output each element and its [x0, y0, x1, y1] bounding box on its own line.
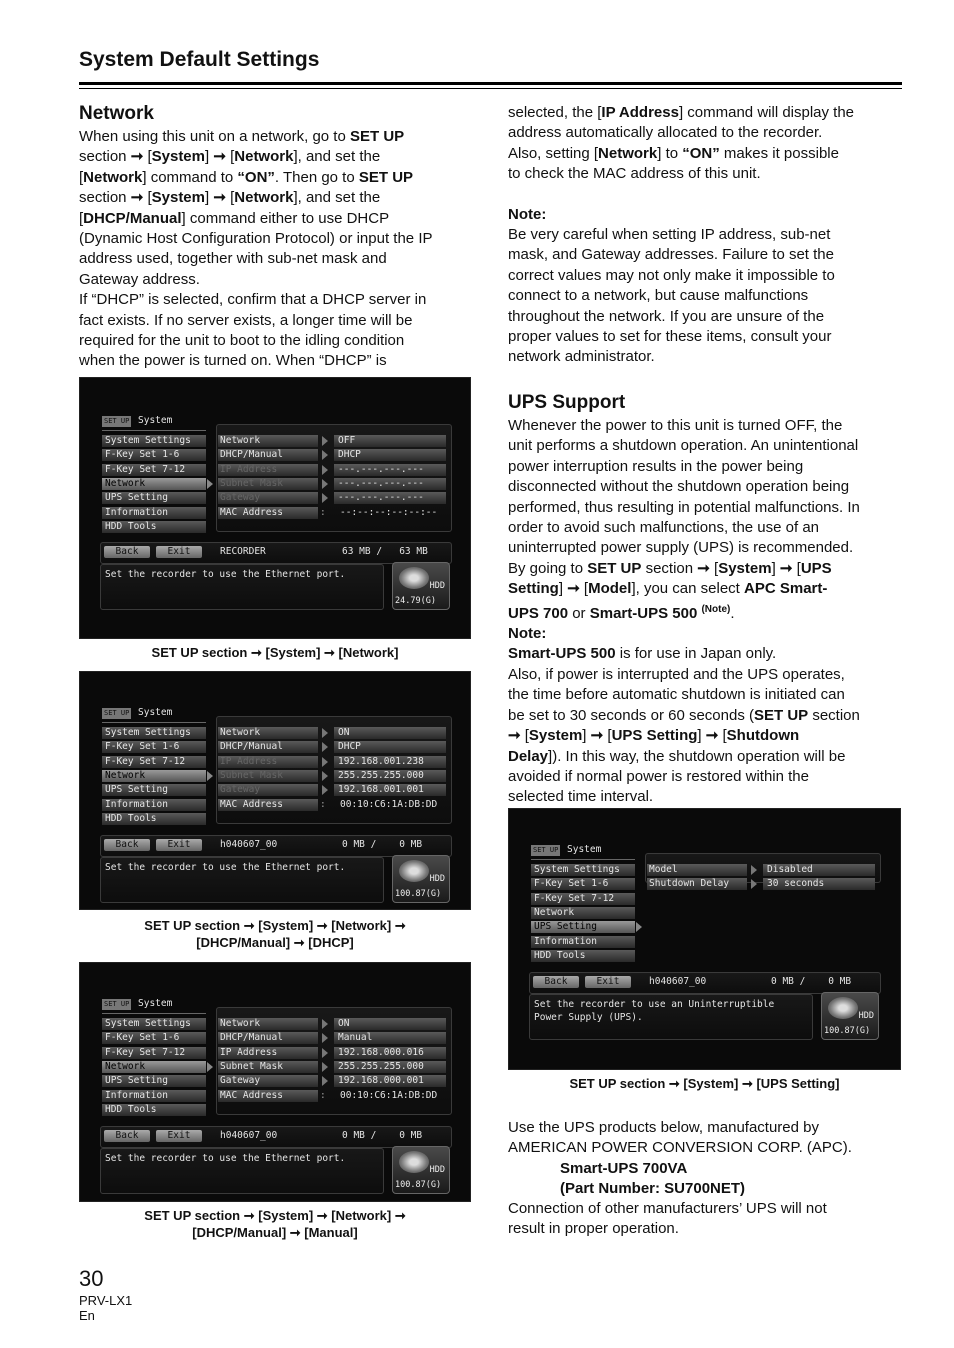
arrow-icon: ➞ — [213, 189, 226, 207]
caption-line: [DHCP/Manual] ➞ [Manual] — [192, 1225, 358, 1240]
value-arrow-icon — [322, 785, 328, 795]
setting-label: DHCP/Manual — [218, 741, 318, 753]
arrow-icon: ➞ — [130, 148, 144, 166]
setting-value: ---.---.---.--- — [334, 492, 446, 504]
caption-line: SET UP section ➞ [System] ➞ [Network] — [151, 645, 399, 660]
ups-line: Setting] ➞ [Model], you can select APC Smart- — [508, 580, 828, 598]
setup-badge: SET UP — [104, 709, 130, 717]
ups-line: UPS 700 or Smart-UPS 500 $^{(Note)}$. — [508, 603, 735, 622]
ups-line: Also, if power is interrupted and the UPS operates, — [508, 665, 845, 683]
exit-button: Exit — [156, 546, 202, 558]
network-line: Gateway address. — [79, 270, 200, 288]
hdd-disk-icon — [399, 567, 429, 589]
caption-line: SET UP section ➞ [System] ➞ [Network] ➞ — [144, 1208, 406, 1223]
menu-item: Information — [102, 799, 206, 811]
note-line: throughout the network. If you are unsure of the — [508, 307, 825, 325]
setup-badge: SET UP — [104, 1000, 130, 1008]
value-arrow-icon — [322, 1033, 328, 1043]
network-cont-line: address automatically allocated to the recorder. — [508, 124, 823, 142]
hdd-disk-icon — [828, 997, 858, 1019]
title-rule — [102, 430, 206, 431]
menu-item: F-Key Set 7-12 — [102, 464, 206, 476]
value-arrow-icon — [322, 1019, 328, 1029]
menu-item: F-Key Set 7-12 — [102, 756, 206, 768]
caption-network — [79, 644, 471, 661]
setting-value: DHCP — [334, 449, 446, 461]
value-arrow-icon — [322, 1048, 328, 1058]
hdd-label: HDD — [429, 874, 445, 884]
menu-item: F-Key Set 7-12 — [531, 893, 635, 905]
menu-item: System Settings — [102, 435, 206, 447]
setting-label: Network — [218, 727, 318, 739]
ups-line: Delay]). In this way, the shutdown operation will be — [508, 747, 846, 765]
screenshot-network-manual — [79, 962, 471, 1202]
title-rule — [102, 1013, 206, 1014]
setting-colon: : — [320, 798, 326, 810]
page-number: 30 — [79, 1266, 104, 1291]
network-line: required for the unit to boot to the idling condition — [79, 332, 405, 350]
setting-label: IP Address — [218, 1047, 318, 1059]
menu-item: HDD Tools — [102, 813, 206, 825]
note-line: proper values to set for these items, consult your — [508, 328, 832, 346]
selection-arrow-icon — [207, 771, 213, 781]
ups-line: avoided if normal power is restored within the — [508, 767, 809, 785]
arrow-icon: ➞ — [130, 189, 144, 207]
network-cont-line: to check the MAC address of this unit. — [508, 165, 761, 183]
network-cont-line: Also, setting [Network] to “ON” makes it possible — [508, 144, 839, 162]
status-title: RECORDER — [220, 546, 266, 557]
value-arrow-icon — [322, 493, 328, 503]
selection-arrow-icon — [636, 922, 642, 932]
status-title: h040607_00 — [220, 1130, 278, 1141]
caption-network-manual — [79, 1207, 471, 1241]
setting-label: Subnet Mask — [218, 770, 318, 782]
ups-line: Whenever the power to this unit is turned OFF, the — [508, 417, 843, 434]
ups-line: be set to 30 seconds or 60 seconds (SET UP section — [508, 706, 860, 724]
selection-arrow-icon — [207, 479, 213, 489]
status-size: 0 MB / 0 MB — [342, 1130, 423, 1141]
screenshot-network-dhcp — [79, 671, 471, 910]
ups-line: the time before automatic shutdown is initiated can — [508, 686, 845, 704]
ups-section-title: UPS Support — [508, 392, 626, 413]
arrow-icon: ➞ — [213, 148, 226, 166]
ups-line: By going to SET UP section ➞ [System] ➞ [UPS — [508, 559, 832, 577]
arrow-icon: ➞ — [567, 580, 580, 598]
exit-button: Exit — [156, 839, 202, 851]
setting-label: DHCP/Manual — [218, 449, 318, 461]
hdd-disk-icon — [399, 1151, 429, 1173]
menu-item: HDD Tools — [531, 950, 635, 962]
back-button: Back — [104, 1130, 150, 1142]
setting-value: Manual — [334, 1032, 446, 1044]
screenshot-ups-setting — [508, 808, 901, 1070]
exit-button: Exit — [585, 976, 631, 988]
header-rule-thin — [79, 88, 902, 89]
setting-label: Model — [647, 864, 747, 876]
setting-label: MAC Address — [218, 799, 318, 811]
setting-label: DHCP/Manual — [218, 1032, 318, 1044]
language-code: En — [79, 1308, 95, 1323]
value-arrow-icon — [322, 436, 328, 446]
caption-line: SET UP section ➞ [System] ➞ [UPS Setting] — [569, 1076, 840, 1091]
note-line: network administrator. — [508, 348, 655, 366]
menu-item: System Settings — [102, 1018, 206, 1030]
network-line: [Network] command to “ON”. Then go to SET UP — [79, 168, 414, 186]
setting-label: IP Address — [218, 756, 318, 768]
back-button: Back — [104, 839, 150, 851]
menu-item: UPS Setting — [102, 492, 206, 504]
page-header-title: System Default Settings — [79, 48, 320, 71]
menu-item: F-Key Set 1-6 — [102, 449, 206, 461]
setting-label: Shutdown Delay — [647, 878, 747, 890]
setting-value: 00:10:C6:1A:DB:DD — [340, 798, 438, 810]
value-arrow-icon — [322, 465, 328, 475]
ups-line: selected time interval. — [508, 788, 654, 806]
arrow-icon: ➞ — [590, 727, 604, 745]
network-section-title: Network — [79, 103, 154, 124]
hdd-capacity: 24.79(G) — [395, 596, 436, 606]
exit-button: Exit — [156, 1130, 202, 1142]
network-line: [DHCP/Manual] command either to use DHCP — [79, 209, 390, 227]
network-line: section ➞ [System] ➞ [Network], and set the — [79, 148, 381, 166]
network-line: address used, together with sub-net mask and — [79, 250, 387, 268]
network-line: (Dynamic Host Configuration Protocol) or input the IP — [79, 230, 433, 248]
menu-item: F-Key Set 1-6 — [102, 1032, 206, 1044]
network-line: fact exists. If no server exists, a longer time will be — [79, 311, 413, 329]
setting-value: 192.168.000.016 — [334, 1047, 446, 1059]
setting-value: 255.255.255.000 — [334, 1061, 446, 1073]
menu-item: Network — [102, 478, 206, 490]
ups-line: Note: — [508, 625, 547, 643]
screenshot-network-off — [79, 377, 471, 639]
setting-value: Disabled — [763, 864, 875, 876]
caption-ups-setting — [508, 1075, 901, 1092]
network-cont-line: selected, the [IP Address] command will display the — [508, 104, 855, 121]
hdd-icon — [392, 1146, 450, 1194]
setting-value: 00:10:C6:1A:DB:DD — [340, 1089, 438, 1101]
hdd-icon — [392, 855, 450, 903]
network-line: section ➞ [System] ➞ [Network], and set the — [79, 189, 381, 207]
setting-label: Gateway — [218, 492, 318, 504]
note-line: mask, and Gateway addresses. Failure to set the — [508, 246, 834, 264]
value-arrow-icon — [322, 450, 328, 460]
message-text: Set the recorder to use the Ethernet port. — [105, 862, 346, 873]
setting-value: ON — [334, 727, 446, 739]
value-arrow-icon — [322, 742, 328, 752]
note-line: correct values may not only make it impossible to — [508, 266, 835, 284]
setting-colon: : — [320, 1089, 326, 1101]
hdd-disk-icon — [399, 860, 429, 882]
value-arrow-icon — [751, 865, 757, 875]
caption-line: SET UP section ➞ [System] ➞ [Network] ➞ — [144, 918, 406, 933]
ups-closing-line: result in proper operation. — [508, 1220, 679, 1238]
ups-closing — [508, 1199, 908, 1240]
setting-value: --:--:--:--:--:-- — [340, 506, 438, 518]
model-name: PRV-LX1 — [79, 1293, 133, 1308]
network-line: When using this unit on a network, go to SET UP — [79, 128, 405, 145]
header-rule — [79, 82, 902, 85]
hdd-label: HDD — [429, 581, 445, 591]
ups-line: ➞ [System] ➞ [UPS Setting] ➞ [Shutdown — [508, 727, 800, 745]
setting-label: Gateway — [218, 784, 318, 796]
setup-badge: SET UP — [533, 846, 559, 854]
setting-label: MAC Address — [218, 1090, 318, 1102]
menu-item: HDD Tools — [102, 1104, 206, 1116]
title-rule — [531, 859, 635, 860]
menu-item: HDD Tools — [102, 521, 206, 533]
setting-value: 255.255.255.000 — [334, 770, 446, 782]
setting-value: 30 seconds — [763, 878, 875, 890]
ups-line: unit performs a shutdown operation. An unintentional — [508, 437, 859, 455]
system-title: System — [567, 844, 602, 855]
hdd-icon — [392, 562, 450, 610]
message-text: Set the recorder to use the Ethernet port. — [105, 569, 346, 580]
network-line: when the power is turned on. When “DHCP” is — [79, 352, 387, 370]
status-title: h040607_00 — [649, 976, 707, 987]
note-line: Be very careful when setting IP address, sub-net — [508, 226, 831, 243]
setting-label: Network — [218, 1018, 318, 1030]
ups-line: uninterrupted power supply (UPS) is recommended. — [508, 539, 854, 557]
network-body — [79, 127, 479, 372]
setting-value: 192.168.000.001 — [334, 1075, 446, 1087]
setting-label: Gateway — [218, 1075, 318, 1087]
setting-label: IP Address — [218, 464, 318, 476]
menu-item: F-Key Set 1-6 — [531, 878, 635, 890]
value-arrow-icon — [322, 1076, 328, 1086]
setup-badge: SET UP — [104, 417, 130, 425]
value-arrow-icon — [322, 1062, 328, 1072]
title-rule — [102, 722, 206, 723]
network-continued-body — [508, 103, 908, 185]
ups-product-name: Smart-UPS 700VA — [560, 1160, 688, 1177]
ups-body — [508, 416, 908, 808]
back-button: Back — [533, 976, 579, 988]
status-title: h040607_00 — [220, 839, 278, 850]
status-size: 0 MB / 0 MB — [342, 839, 423, 850]
setting-value: DHCP — [334, 741, 446, 753]
message-text: Set the recorder to use an Uninterruptible Power Supply (UPS). — [534, 999, 775, 1023]
value-arrow-icon — [322, 728, 328, 738]
system-title: System — [138, 415, 173, 426]
value-arrow-icon — [751, 879, 757, 889]
ups-line: power interruption results in the power being — [508, 457, 804, 475]
menu-item: System Settings — [102, 727, 206, 739]
menu-item: UPS Setting — [102, 1075, 206, 1087]
menu-item: Network — [102, 770, 206, 782]
model-code — [79, 1293, 132, 1323]
message-text: Set the recorder to use the Ethernet port. — [105, 1153, 346, 1164]
hdd-label: HDD — [858, 1011, 874, 1021]
hdd-icon — [821, 992, 879, 1040]
hdd-capacity: 100.87(G) — [824, 1026, 871, 1036]
back-button: Back — [104, 546, 150, 558]
menu-item: UPS Setting — [102, 784, 206, 796]
menu-item: Network — [531, 907, 635, 919]
system-title: System — [138, 998, 173, 1009]
setting-label: Network — [218, 435, 318, 447]
caption-network-dhcp — [79, 917, 471, 951]
arrow-icon: ➞ — [508, 727, 521, 745]
note-line: connect to a network, but cause malfunctions — [508, 287, 809, 305]
ups-line: disconnected without the shutdown operation being — [508, 478, 850, 496]
arrow-icon: ➞ — [697, 559, 710, 577]
setting-value: OFF — [334, 435, 446, 447]
setting-label: Subnet Mask — [218, 1061, 318, 1073]
value-arrow-icon — [322, 479, 328, 489]
setting-value: 192.168.001.001 — [334, 784, 446, 796]
ups-product-part: (Part Number: SU700NET) — [560, 1180, 746, 1197]
arrow-icon: ➞ — [779, 559, 793, 577]
setting-colon: : — [320, 506, 326, 518]
ups-after-line: AMERICAN POWER CONVERSION CORP. (APC). — [508, 1139, 852, 1157]
selection-arrow-icon — [207, 1062, 213, 1072]
menu-item: System Settings — [531, 864, 635, 876]
ups-line: order to avoid such malfunctions, the use of an — [508, 519, 820, 537]
setting-value: ---.---.---.--- — [334, 478, 446, 490]
setting-label: MAC Address — [218, 507, 318, 519]
ups-line: performed, thus resulting in potential malfunctions. In — [508, 498, 860, 516]
ups-products-intro — [508, 1118, 908, 1159]
setting-value: ON — [334, 1018, 446, 1030]
ups-after-line: Use the UPS products below, manufactured by — [508, 1119, 820, 1136]
menu-item: Information — [102, 507, 206, 519]
menu-item: F-Key Set 1-6 — [102, 741, 206, 753]
hdd-capacity: 100.87(G) — [395, 889, 442, 899]
ups-closing-line: Connection of other manufacturers’ UPS will not — [508, 1200, 827, 1217]
status-size: 63 MB / 63 MB — [342, 546, 428, 557]
note-label: Note: — [508, 206, 547, 223]
menu-item: Information — [531, 936, 635, 948]
menu-item: UPS Setting — [531, 921, 635, 933]
system-title: System — [138, 707, 173, 718]
menu-item: Information — [102, 1090, 206, 1102]
setting-label: Subnet Mask — [218, 478, 318, 490]
status-size: 0 MB / 0 MB — [771, 976, 852, 987]
setting-value: 192.168.001.238 — [334, 756, 446, 768]
ups-line: Smart-UPS 500 is for use in Japan only. — [508, 645, 777, 663]
hdd-label: HDD — [429, 1165, 445, 1175]
menu-item: Network — [102, 1061, 206, 1073]
network-line: If “DHCP” is selected, confirm that a DHCP server in — [79, 291, 427, 309]
caption-line: [DHCP/Manual] ➞ [DHCP] — [196, 935, 354, 950]
hdd-capacity: 100.87(G) — [395, 1180, 442, 1190]
value-arrow-icon — [322, 757, 328, 767]
note-body — [508, 225, 908, 368]
menu-item: F-Key Set 7-12 — [102, 1047, 206, 1059]
setting-value: ---.---.---.--- — [334, 464, 446, 476]
arrow-icon: ➞ — [705, 727, 719, 745]
value-arrow-icon — [322, 771, 328, 781]
